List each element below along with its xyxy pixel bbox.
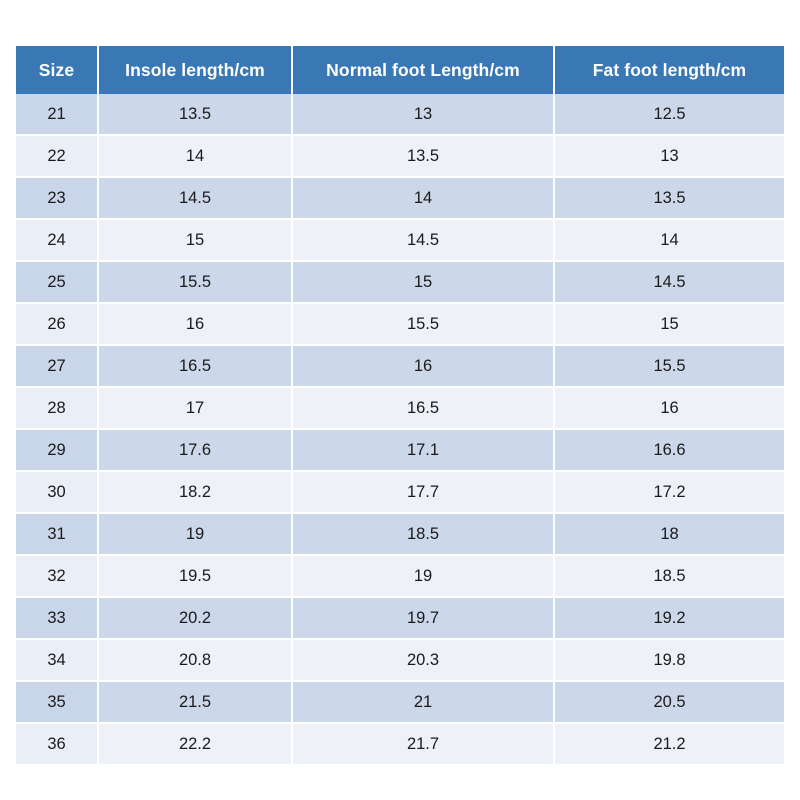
cell-fat-foot-length: 18 [554,513,784,555]
table-row [16,681,784,723]
cell-fat-foot-length: 20.5 [554,681,784,723]
table-row [16,597,784,639]
cell-size: 25 [16,261,98,303]
table-row [16,387,784,429]
cell-fat-foot-length: 15 [554,303,784,345]
column-header-fat-foot-length: Fat foot length/cm [554,46,784,94]
cell-fat-foot-length: 13 [554,135,784,177]
cell-insole-length: 16 [98,303,292,345]
cell-size: 24 [16,219,98,261]
cell-normal-foot-length: 13 [292,94,554,135]
cell-insole-length: 17 [98,387,292,429]
cell-insole-length: 13.5 [98,94,292,135]
cell-size: 35 [16,681,98,723]
cell-insole-length: 20.2 [98,597,292,639]
cell-size: 29 [16,429,98,471]
cell-insole-length: 18.2 [98,471,292,513]
cell-size: 34 [16,639,98,681]
cell-size: 21 [16,94,98,135]
table-row [16,471,784,513]
cell-normal-foot-length: 16.5 [292,387,554,429]
cell-insole-length: 15 [98,219,292,261]
table-row [16,177,784,219]
cell-normal-foot-length: 21.7 [292,723,554,765]
cell-insole-length: 22.2 [98,723,292,765]
table-row [16,555,784,597]
table-row [16,429,784,471]
cell-insole-length: 14 [98,135,292,177]
table-row [16,219,784,261]
table-row [16,135,784,177]
cell-insole-length: 19.5 [98,555,292,597]
cell-normal-foot-length: 15.5 [292,303,554,345]
cell-fat-foot-length: 14 [554,219,784,261]
cell-fat-foot-length: 13.5 [554,177,784,219]
cell-size: 28 [16,387,98,429]
cell-insole-length: 21.5 [98,681,292,723]
cell-normal-foot-length: 13.5 [292,135,554,177]
cell-fat-foot-length: 19.8 [554,639,784,681]
table-body [16,94,784,765]
cell-size: 22 [16,135,98,177]
cell-size: 30 [16,471,98,513]
cell-size: 32 [16,555,98,597]
cell-size: 26 [16,303,98,345]
cell-fat-foot-length: 17.2 [554,471,784,513]
cell-fat-foot-length: 19.2 [554,597,784,639]
table-row [16,303,784,345]
cell-normal-foot-length: 18.5 [292,513,554,555]
table-row [16,94,784,135]
cell-fat-foot-length: 18.5 [554,555,784,597]
cell-normal-foot-length: 14 [292,177,554,219]
cell-insole-length: 16.5 [98,345,292,387]
cell-fat-foot-length: 15.5 [554,345,784,387]
cell-fat-foot-length: 14.5 [554,261,784,303]
cell-size: 33 [16,597,98,639]
cell-normal-foot-length: 17.1 [292,429,554,471]
table-row [16,639,784,681]
cell-normal-foot-length: 16 [292,345,554,387]
table-row [16,513,784,555]
cell-insole-length: 19 [98,513,292,555]
cell-insole-length: 20.8 [98,639,292,681]
cell-normal-foot-length: 17.7 [292,471,554,513]
column-header-insole-length: Insole length/cm [98,46,292,94]
cell-size: 36 [16,723,98,765]
cell-fat-foot-length: 16 [554,387,784,429]
column-header-size: Size [16,46,98,94]
cell-size: 23 [16,177,98,219]
cell-size: 27 [16,345,98,387]
table-header [16,46,784,94]
cell-normal-foot-length: 14.5 [292,219,554,261]
table-row [16,345,784,387]
table-row [16,723,784,765]
cell-fat-foot-length: 16.6 [554,429,784,471]
cell-fat-foot-length: 21.2 [554,723,784,765]
cell-normal-foot-length: 15 [292,261,554,303]
cell-insole-length: 17.6 [98,429,292,471]
table-row [16,261,784,303]
table-header-row [16,46,784,94]
cell-normal-foot-length: 20.3 [292,639,554,681]
cell-insole-length: 14.5 [98,177,292,219]
cell-fat-foot-length: 12.5 [554,94,784,135]
column-header-normal-foot-length: Normal foot Length/cm [292,46,554,94]
cell-normal-foot-length: 19 [292,555,554,597]
cell-size: 31 [16,513,98,555]
cell-normal-foot-length: 21 [292,681,554,723]
cell-normal-foot-length: 19.7 [292,597,554,639]
cell-insole-length: 15.5 [98,261,292,303]
shoe-size-table [16,46,784,766]
